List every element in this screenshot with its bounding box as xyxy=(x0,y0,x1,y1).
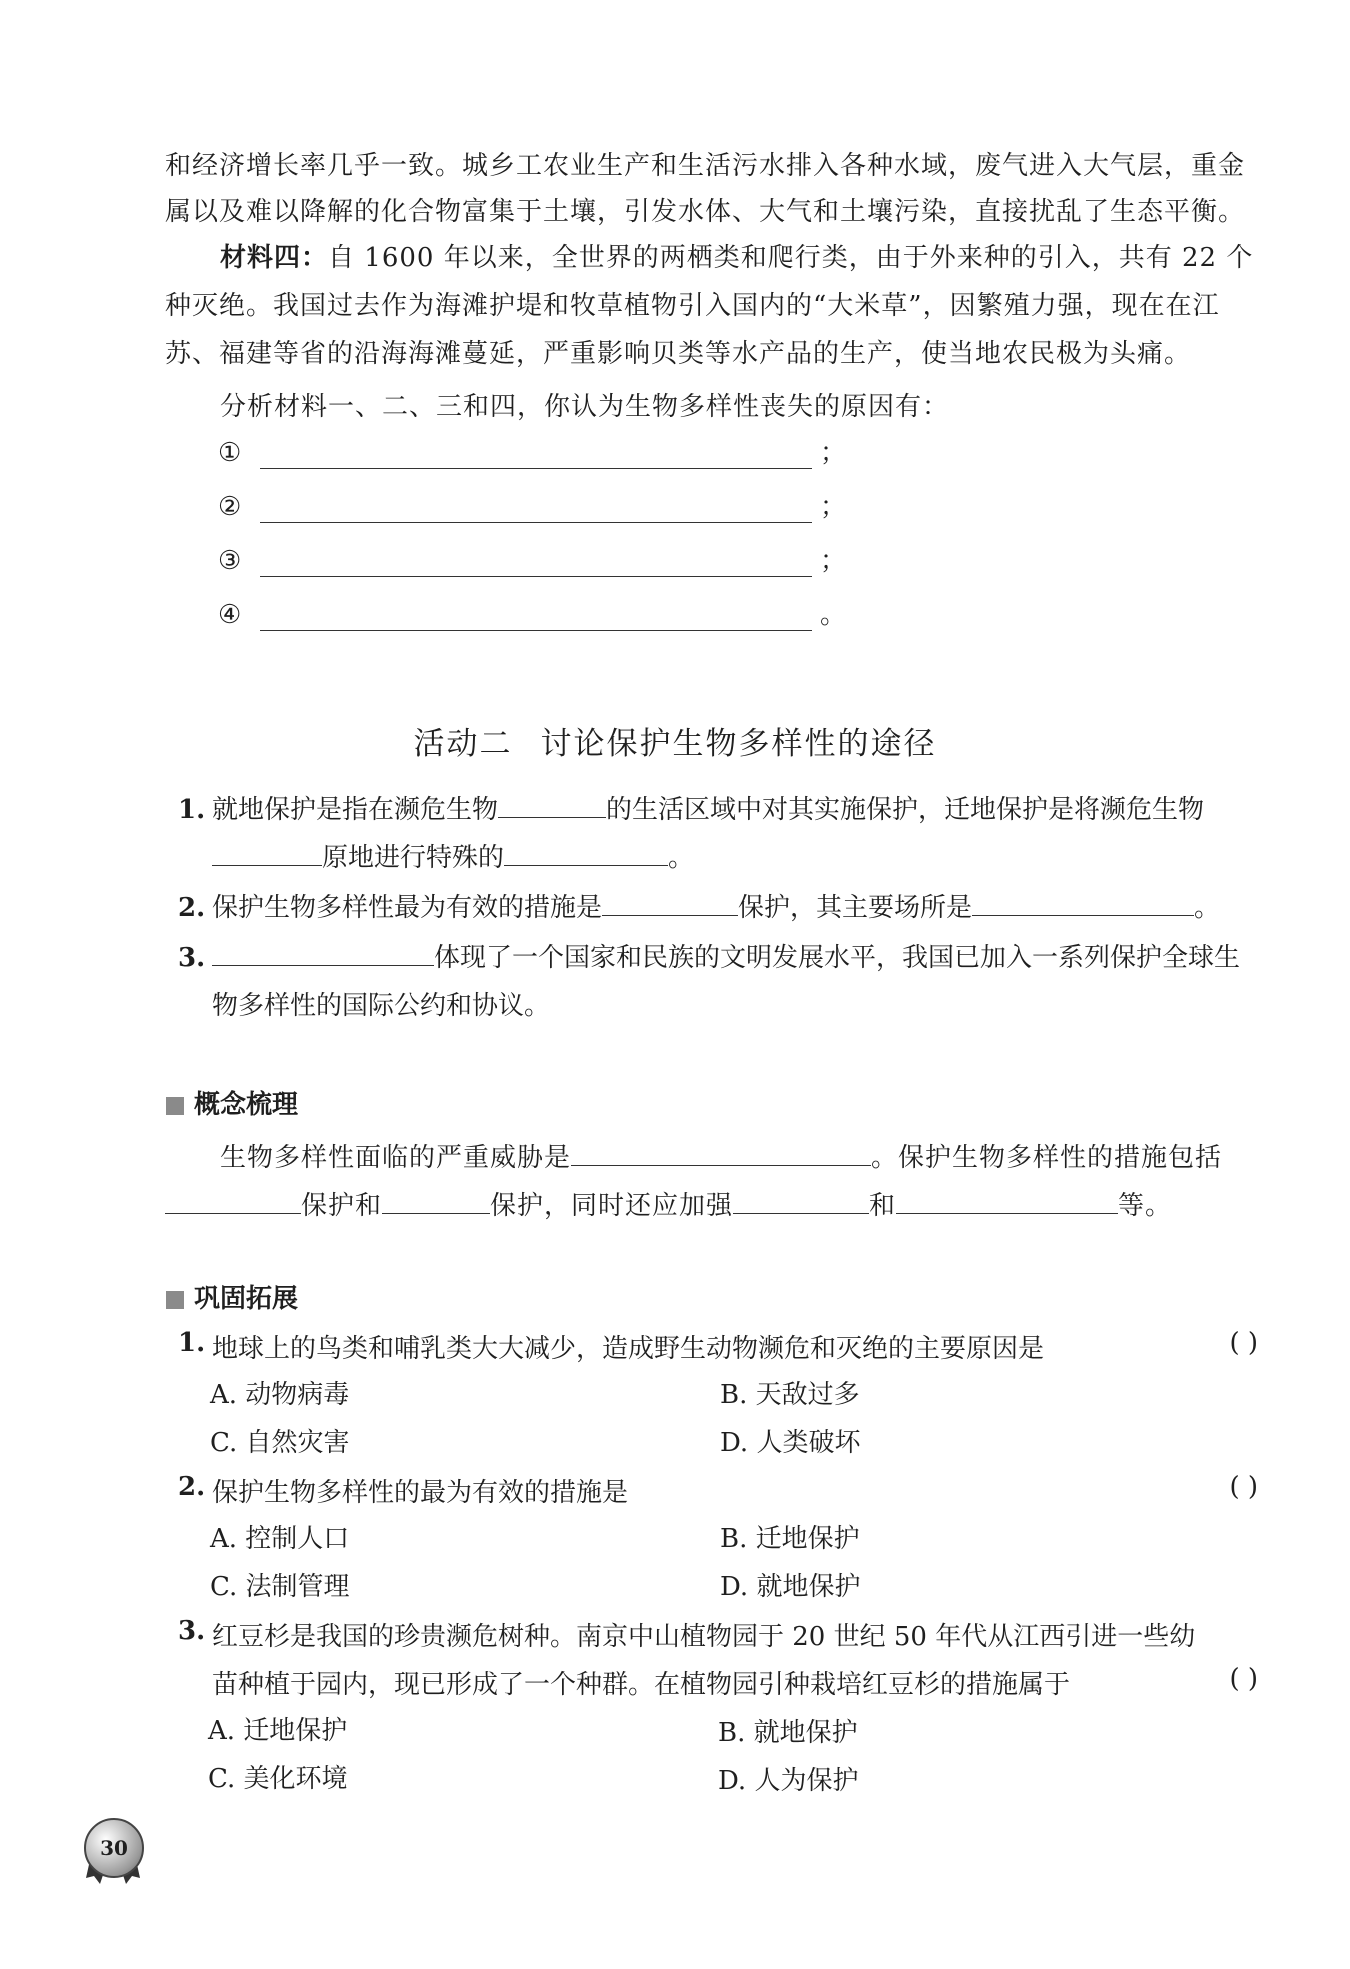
mc3-option-b[interactable]: B. 就地保护 xyxy=(718,1718,858,1748)
answer-marker: ④ xyxy=(218,600,242,630)
concept-heading xyxy=(166,1084,298,1121)
mc1-option-c[interactable]: C. 自然灾害 xyxy=(210,1428,350,1458)
material-four-text: 自 1600 年以来，全世界的两栖类和爬行类，由于外来种的引入，共有 22 个种灭绝。我国过去作为海滩护堤和牧草植物引入国内的“大米草”，因繁殖力强，现在在江苏、福建等省的沿海海滩蔓延，严重影响贝类等水产品的生产，使当地农民极为头痛。 xyxy=(165,243,1254,369)
answer-end: ； xyxy=(820,492,847,522)
answer-line-1 xyxy=(218,432,846,472)
material-four-label: 材料四： xyxy=(220,243,329,273)
analysis-prompt: 分析材料一、二、三和四，你认为生物多样性丧失的原因有： xyxy=(220,392,950,422)
concept-heading-text: 概念梳理 xyxy=(194,1090,299,1120)
concept-text: 保护，同时还应加强 xyxy=(490,1191,734,1221)
consolidate-heading-text: 巩固拓展 xyxy=(194,1284,299,1314)
fill-blank[interactable] xyxy=(972,889,1194,916)
concept-text: 生物多样性面临的严重威胁是 xyxy=(220,1143,572,1173)
mc2-option-d[interactable]: D. 就地保护 xyxy=(720,1572,861,1602)
fill-blank[interactable] xyxy=(896,1187,1118,1214)
activity-question-2 xyxy=(178,884,1258,932)
answer-marker: ③ xyxy=(218,546,242,576)
answer-blank[interactable] xyxy=(260,442,812,469)
mc2-option-c[interactable]: C. 法制管理 xyxy=(210,1572,350,1602)
answer-marker: ① xyxy=(218,438,242,468)
answer-line-2 xyxy=(218,486,846,526)
mc3-option-c[interactable]: C. 美化环境 xyxy=(208,1764,348,1794)
activity-two-title xyxy=(0,718,1350,763)
question-stem: 红豆杉是我国的珍贵濒危树种。南京中山植物园于 20 世纪 50 年代从江西引进一些幼 xyxy=(212,1622,1196,1652)
answer-end: ； xyxy=(820,438,847,468)
mc-question-1 xyxy=(178,1328,1258,1372)
fill-blank[interactable] xyxy=(498,791,606,818)
activity-two-heading: 讨论保护生物多样性的途径 xyxy=(540,726,937,762)
question-text: 保护生物多样性最为有效的措施是 xyxy=(212,893,603,923)
question-number: 2. xyxy=(178,1472,206,1502)
question-number: 3. xyxy=(178,1616,206,1646)
section-square-icon xyxy=(166,1291,184,1309)
concept-text: 保护和 xyxy=(301,1191,383,1221)
material-four xyxy=(165,234,1255,378)
question-number: 3. xyxy=(178,943,206,973)
answer-paren[interactable]: ( ) xyxy=(1229,1328,1258,1358)
question-stem: 苗种植于园内，现已形成了一个种群。在植物园引种栽培红豆杉的措施属于 xyxy=(212,1670,1071,1700)
mc1-option-a[interactable]: A. 动物病毒 xyxy=(210,1380,350,1410)
fill-blank[interactable] xyxy=(382,1187,490,1214)
question-text: 保护，其主要场所是 xyxy=(738,893,973,923)
question-stem: 保护生物多样性的最为有效的措施是 xyxy=(212,1478,629,1508)
fill-blank[interactable] xyxy=(733,1187,869,1214)
fill-blank[interactable] xyxy=(602,889,738,916)
question-number: 1. xyxy=(178,1328,206,1358)
mc-question-3 xyxy=(178,1616,1258,1660)
answer-line-3 xyxy=(218,540,846,580)
question-text: 的生活区域中对其实施保护，迁地保护是将濒危生物 xyxy=(606,795,1205,825)
concept-text: 等。 xyxy=(1118,1191,1173,1221)
mc-question-2 xyxy=(178,1472,1258,1516)
question-text: 就地保护是指在濒危生物 xyxy=(212,795,499,825)
answer-line-4 xyxy=(218,594,846,634)
question-text: 原地进行特殊的 xyxy=(322,843,505,873)
fill-blank[interactable] xyxy=(571,1139,871,1166)
activity-question-1 xyxy=(178,786,1258,882)
page-number-badge: 30 xyxy=(84,1818,144,1878)
question-text: 体现了一个国家和民族的文明发展水平，我国已加入一系列保护全球生物多样性的国际公约和协议。 xyxy=(212,943,1241,1021)
concept-text: 和 xyxy=(869,1191,897,1221)
fill-blank[interactable] xyxy=(212,939,434,966)
consolidate-heading xyxy=(166,1278,298,1315)
fill-blank[interactable] xyxy=(212,839,322,866)
mc2-option-a[interactable]: A. 控制人口 xyxy=(210,1524,350,1554)
mc3-option-a[interactable]: A. 迁地保护 xyxy=(208,1716,348,1746)
mc-question-3-line-2 xyxy=(178,1664,1258,1708)
mc1-option-b[interactable]: B. 天敌过多 xyxy=(720,1380,860,1410)
question-number: 2. xyxy=(178,893,206,923)
question-stem: 地球上的鸟类和哺乳类大大减少，造成野生动物濒危和灭绝的主要原因是 xyxy=(212,1334,1045,1364)
intro-line-2: 属以及难以降解的化合物富集于土壤，引发水体、大气和土壤污染，直接扰乱了生态平衡。 xyxy=(165,197,1246,227)
answer-paren[interactable]: ( ) xyxy=(1229,1664,1258,1694)
answer-end: ； xyxy=(820,546,847,576)
answer-marker: ② xyxy=(218,492,242,522)
question-text: 。 xyxy=(668,843,695,873)
activity-two-label: 活动二 xyxy=(413,726,513,762)
mc1-option-d[interactable]: D. 人类破坏 xyxy=(720,1428,861,1458)
mc3-option-d[interactable]: D. 人为保护 xyxy=(718,1766,859,1796)
answer-blank[interactable] xyxy=(260,550,812,577)
activity-question-3 xyxy=(178,934,1258,1030)
question-text: 。 xyxy=(1194,893,1221,923)
intro-line-1: 和经济增长率几乎一致。城乡工农业生产和生活污水排入各种水域，废气进入大气层，重金 xyxy=(165,151,1246,181)
fill-blank[interactable] xyxy=(165,1187,301,1214)
answer-blank[interactable] xyxy=(260,604,812,631)
answer-paren[interactable]: ( ) xyxy=(1229,1472,1258,1502)
section-square-icon xyxy=(166,1097,184,1115)
concept-paragraph xyxy=(165,1134,1255,1230)
fill-blank[interactable] xyxy=(504,839,668,866)
answer-end: 。 xyxy=(820,600,847,630)
question-number: 1. xyxy=(178,795,206,825)
answer-blank[interactable] xyxy=(260,496,812,523)
concept-text: 。保护生物多样性的措施包括 xyxy=(871,1143,1223,1173)
mc2-option-b[interactable]: B. 迁地保护 xyxy=(720,1524,860,1554)
